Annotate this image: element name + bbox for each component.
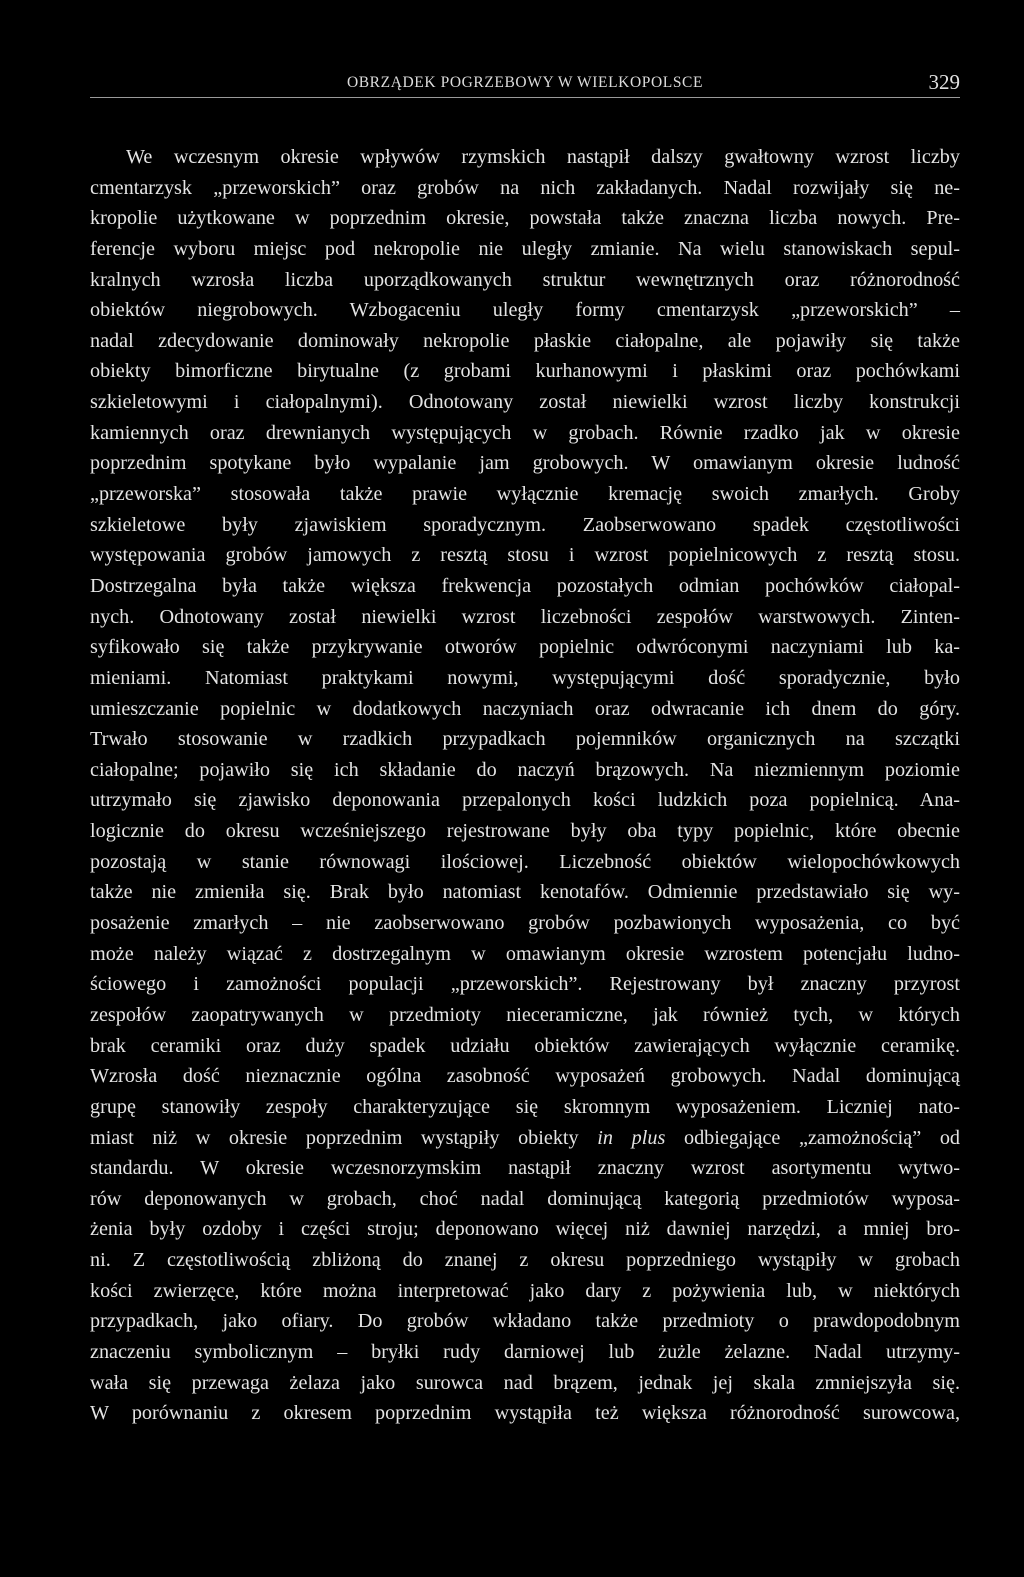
text-line: ni. Z częstotliwością zbliżoną do znanej z okresu poprzedniego wystąpiły w grobach — [90, 1249, 960, 1272]
text-line: mieniami. Natomiast praktykami nowymi, występującymi dość sporadycznie, było — [90, 666, 960, 689]
text-line: syfikowało się także przykrywanie otworów popielnic odwróconymi naczyniami lub ka- — [90, 636, 960, 659]
text-line: cmentarzysk „przeworskich” oraz grobów na nich zakładanych. Nadal rozwijały się ne- — [90, 176, 960, 199]
text-line: Wzrosła dość nieznacznie ogólna zasobność wyposażeń grobowych. Nadal dominującą — [90, 1065, 960, 1088]
text-line: kropolie użytkowane w poprzednim okresie, powstała także znaczna liczba nowych. Pre- — [90, 207, 960, 230]
text-line: wała się przewaga żelaza jako surowca nad brązem, jednak jej skala zmniejszyła się. — [90, 1371, 960, 1394]
text-line: znaczeniu symbolicznym – bryłki rudy darniowej lub żużle żelazne. Nadal utrzymy- — [90, 1340, 960, 1363]
italic-term: in plus — [597, 1126, 666, 1149]
text-line: występowania grobów jamowych z resztą stosu i wzrost popielnicowych z resztą stosu. — [90, 544, 960, 567]
text-line: nych. Odnotowany został niewielki wzrost liczebności zespołów warstwowych. Zinten- — [90, 605, 960, 628]
running-title: OBRZĄDEK POGRZEBOWY W WIELKOPOLSCE — [346, 74, 704, 91]
text-line: utrzymało się zjawisko deponowania przepalonych kości ludzkich poza popielnicą. Ana- — [90, 789, 960, 812]
text-line: ferencje wyboru miejsc pod nekropolie nie uległy zmianie. Na wielu stanowiskach sepul- — [90, 237, 960, 260]
text-line: We wczesnym okresie wpływów rzymskich nastąpił dalszy gwałtowny wzrost liczby — [126, 146, 960, 168]
text-line: Trwało stosowanie w rzadkich przypadkach pojemników organicznych na szczątki — [90, 728, 960, 751]
text-line: szkieletowe były zjawiskiem sporadycznym. Zaobserwowano spadek częstotliwości — [90, 513, 960, 536]
text-line: poprzednim spotykane było wypalanie jam grobowych. W omawianym okresie ludność — [90, 452, 960, 475]
text-line: rów deponowanych w grobach, choć nadal dominującą kategorią przedmiotów wyposa- — [90, 1187, 960, 1210]
text-line: nadal zdecydowanie dominowały nekropolie płaskie ciałopalne, ale pojawiły się także — [90, 329, 960, 352]
text-line: żenia były ozdoby i części stroju; deponowano więcej niż dawniej narzędzi, a mniej bro- — [90, 1218, 960, 1241]
header-rule — [90, 97, 960, 98]
text-line: umieszczanie popielnic w dodatkowych naczyniach oraz odwracanie ich dnem do góry. — [90, 697, 960, 720]
text-line: ściowego i zamożności populacji „przeworskich”. Rejestrowany był znaczny przyrost — [90, 973, 960, 996]
text-line: obiekty bimorficzne birytualne (z grobami kurhanowymi i płaskimi oraz pochówkami — [90, 360, 960, 383]
page-number: 329 — [928, 70, 960, 94]
body-paragraph — [90, 142, 960, 1429]
text-line: „przeworska” stosowała także prawie wyłącznie kremację swoich zmarłych. Groby — [90, 483, 960, 506]
text-line: przypadkach, jako ofiary. Do grobów wkładano także przedmioty o prawdopodobnym — [90, 1310, 960, 1333]
text-line: ciałopalne; pojawiło się ich składanie do naczyń brązowych. Na niezmiennym poziomie — [90, 758, 960, 781]
text-line: także nie zmieniła się. Brak było natomiast kenotafów. Odmiennie przedstawiało się wy- — [90, 881, 960, 904]
text-segment: miast niż w okresie poprzednim wystąpiły obiekty — [90, 1126, 579, 1149]
text-line: kralnych wzrosła liczba uporządkowanych struktur wewnętrznych oraz różnorodność — [90, 268, 960, 291]
text-line: Dostrzegalna była także większa frekwencja pozostałych odmian pochówków ciałopal- — [90, 574, 960, 597]
text-line: kości zwierzęce, które można interpretować jako dary z pożywienia lub, w niektórych — [90, 1279, 960, 1302]
text-line: zespołów zaopatrywanych w przedmioty nieceramiczne, jak również tych, w których — [90, 1003, 960, 1026]
text-line: standardu. W okresie wczesnorzymskim nastąpił znaczny wzrost asortymentu wytwo- — [90, 1157, 960, 1180]
text-line: pozostają w stanie równowagi ilościowej. Liczebność obiektów wielopochówkowych — [90, 850, 960, 873]
text-line: brak ceramiki oraz duży spadek udziału obiektów zawierających wyłącznie ceramikę. — [90, 1034, 960, 1057]
running-header — [90, 70, 960, 100]
text-segment: odbiegające „zamożnością” od — [683, 1126, 961, 1149]
text-line: może należy wiązać z dostrzegalnym w omawianym okresie wzrostem potencjału ludno- — [90, 942, 960, 965]
text-line-mixed — [90, 1123, 960, 1154]
text-line: posażenie zmarłych – nie zaobserwowano grobów pozbawionych wyposażenia, co być — [90, 912, 960, 935]
text-line: grupę stanowiły zespoły charakteryzujące się skromnym wyposażeniem. Liczniej nato- — [90, 1095, 960, 1118]
text-line: W porównaniu z okresem poprzednim wystąpiła też większa różnorodność surowcowa, — [90, 1402, 960, 1425]
text-line: kamiennych oraz drewnianych występujących w grobach. Równie rzadko jak w okresie — [90, 421, 960, 444]
text-line: obiektów niegrobowych. Wzbogaceniu uległy formy cmentarzysk „przeworskich” – — [90, 299, 960, 322]
text-line: szkieletowymi i ciałopalnymi). Odnotowany został niewielki wzrost liczby konstrukcji — [90, 391, 960, 414]
text-line: logicznie do okresu wcześniejszego rejestrowane były oba typy popielnic, które obecnie — [90, 820, 960, 843]
